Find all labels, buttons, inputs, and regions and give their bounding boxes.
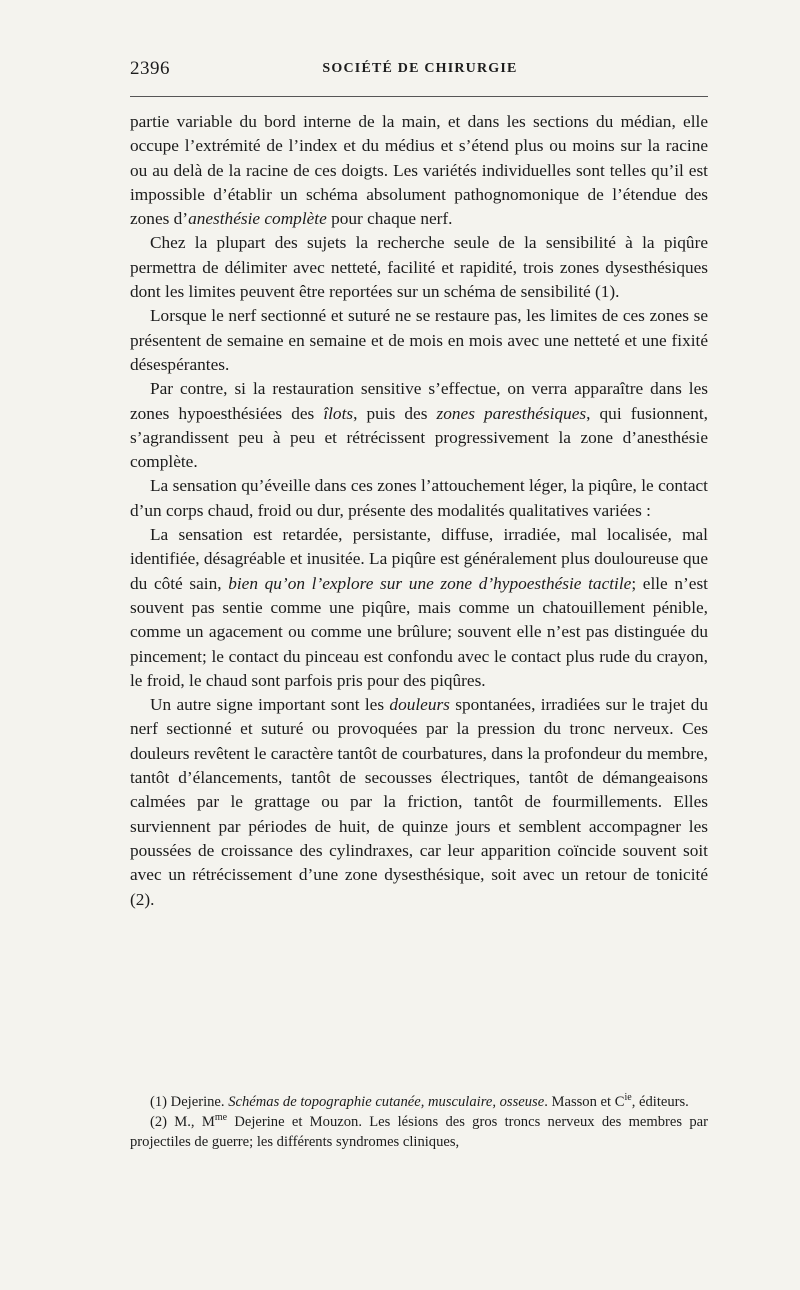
paragraph-5: La sensation qu’éveille dans ces zones l’attouchement léger, la piqûre, le contact d’un corps chaud, froid ou dur, présente des modalités qualitatives variées :	[130, 476, 708, 520]
footnote-1: (1) Dejerine. Schémas de topographie cutanée, musculaire, osseuse. Masson et $C^{ie}$, éditeurs.	[150, 1092, 689, 1110]
paragraph-2: Chez la plupart des sujets la recherche seule de la sensibilité à la piqûre permettra de délimiter avec netteté, facilité et rapidité, trois zones dysesthésiques dont les limites peuvent être reportées sur un schéma de sensibilité (1).	[130, 233, 708, 302]
page-header	[130, 58, 710, 88]
paragraph-1: partie variable du bord interne de la main, et dans les sections du médian, elle occupe l’extrémité de l’index et du médius et s’étend plus ou moins sur la racine ou au delà de la racine de ces doigts. Les variétés individuelles sont telles qu’il est impossible d’établir un schéma absolument pathognomonique de l’étendue des zones d’anesthésie complète pour chaque nerf.	[130, 112, 708, 229]
paragraph-4: Par contre, si la restauration sensitive s’effectue, on verra apparaître dans les zones hypoesthésiées des îlots, puis des zones paresthésiques, qui fusionnent, s’agrandissent peu à peu et rétrécissent progressivement la zone d’anesthésie complète.	[130, 379, 708, 472]
paragraph-6: La sensation est retardée, persistante, diffuse, irradiée, mal localisée, mal identifiée, désagréable et inusitée. La piqûre est généralement plus douloureuse que du côté sain, bien qu’on l’explore sur une zone d’hypoesthésie tactile; elle n’est souvent pas sentie comme une piqûre, mais comme un chatouillement pénible, comme un agacement ou comme une brûlure; souvent elle n’est pas distinguée du pincement; le contact du pinceau est confondu avec le contact plus rude du crayon, le froid, le chaud sont parfois pris pour des piqûres.	[130, 525, 708, 690]
paragraph-3: Lorsque le nerf sectionné et suturé ne se restaure pas, les limites de ces zones se présentent de semaine en semaine et de mois en mois avec une netteté et une fixité désespérantes.	[130, 306, 708, 374]
header-rule	[130, 96, 708, 97]
body-text	[130, 110, 708, 912]
running-head: SOCIÉTÉ DE CHIRURGIE	[322, 61, 518, 76]
page-number: 2396	[130, 58, 170, 79]
footnotes	[130, 1092, 708, 1152]
paragraph-7: Un autre signe important sont les douleurs spontanées, irradiées sur le trajet du nerf sectionné et suturé ou provoquées par la pression du tronc nerveux. Ces douleurs revêtent le caractère tantôt de courbatures, dans la profondeur du membre, tantôt d’élancements, tantôt de secousses électriques, tantôt de démangeaisons calmées par le grattage ou par la friction, tantôt de fourmillements. Elles surviennent par périodes de huit, de quinze jours et semblent accompagner les poussées de croissance des cylindraxes, car leur apparition coïncide souvent soit avec un rétrécissement d’une zone dysesthésique, soit avec un retour de tonicité (2).	[130, 695, 708, 909]
footnote-2: (2) M., $M^{me}$ Dejerine et Mouzon. Les lésions des gros troncs nerveux des membres par projectiles de guerre; les différents syndromes cliniques,	[130, 1112, 708, 1150]
